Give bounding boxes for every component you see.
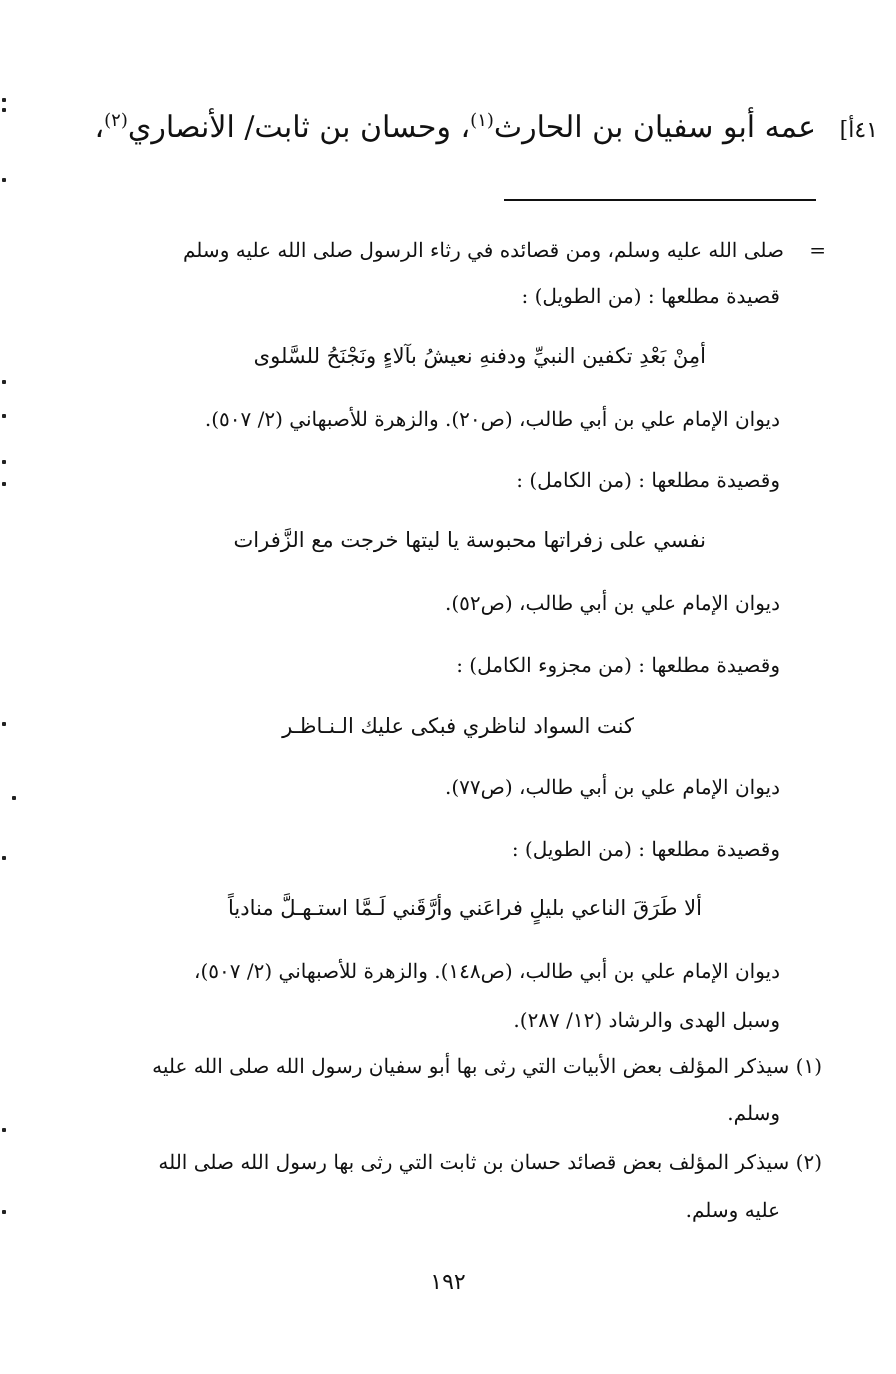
scan-speck [2,460,6,464]
scan-speck [2,1128,6,1132]
footnote-ref-2: (٢) [104,110,128,131]
scan-speck [2,380,6,384]
footnote-line: ديوان الإمام علي بن أبي طالب، (ص١٤٨). والزهرة للأصبهاني (٢/ ٥٠٧)، [194,959,780,983]
footnote-line: صلى الله عليه وسلم، ومن قصائده في رثاء الرسول صلى الله عليه وسلم [183,238,784,262]
poem-verse: كنت السواد لناظري فبكى عليك الـنـاظـر [282,714,634,738]
footnote-line: ديوان الإمام علي بن أبي طالب، (ص٢٠). والزهرة للأصبهاني (٢/ ٥٠٧). [204,407,780,431]
scan-speck [2,856,6,860]
footnote-continuation-mark: = [809,238,826,262]
footnote-line: وسبل الهدى والرشاد (١٢/ ٢٨٧). [513,1008,780,1032]
main-text-line [94,112,816,143]
footnote-separator-rule [504,199,816,201]
main-text-part-2: ، وحسان بن ثابت/ الأنصاري [127,110,471,145]
poem-verse: نفسي على زفراتها محبوسة يا ليتها خرجت مع الزَّفرات [233,528,706,552]
folio-marker: ٤١أ] [839,118,878,143]
poem-verse: أمِنْ بَعْدِ تكفين النبيِّ ودفنهِ نعيشُ بآلاءٍ ونَجْنَحُ للسَّلوى [253,344,706,368]
footnote-line: وقصيدة مطلعها : (من الطويل) : [511,837,780,861]
footnote-line: ديوان الإمام علي بن أبي طالب، (ص٧٧). [445,775,780,799]
scan-speck [12,796,16,800]
footnote-entry-2-continuation: عليه وسلم. [685,1198,780,1222]
footnote-entry-1: (١) سيذكر المؤلف بعض الأبيات التي رثى بها أبو سفيان رسول الله صلى الله عليه [152,1054,822,1078]
footnote-line: ديوان الإمام علي بن أبي طالب، (ص٥٢). [445,591,780,615]
scan-speck [2,1210,6,1214]
scan-speck [2,722,6,726]
scan-speck [2,482,6,486]
footnote-line: قصيدة مطلعها : (من الطويل) : [521,284,780,308]
main-text-part-1: عمه أبو سفيان بن الحارث [493,110,816,145]
scan-speck [2,98,6,102]
scan-speck [2,414,6,418]
scan-speck [2,178,6,182]
page-number: ١٩٢ [430,1270,466,1295]
footnote-entry-2: (٢) سيذكر المؤلف بعض قصائد حسان بن ثابت التي رثى بها رسول الله صلى الله [158,1150,822,1174]
scan-speck [2,108,6,112]
main-text-part-3: ، [94,110,105,145]
footnote-entry-1-continuation: وسلم. [727,1101,780,1125]
footnote-ref-1: (١) [470,110,494,131]
footnote-line: وقصيدة مطلعها : (من الكامل) : [516,468,780,492]
footnote-line: وقصيدة مطلعها : (من مجزوء الكامل) : [456,653,780,677]
poem-verse: ألا طَرَقَ الناعي بليلٍ فراعَني وأرَّقَني لَـمَّا استـهـلَّ منادياً [228,896,702,920]
